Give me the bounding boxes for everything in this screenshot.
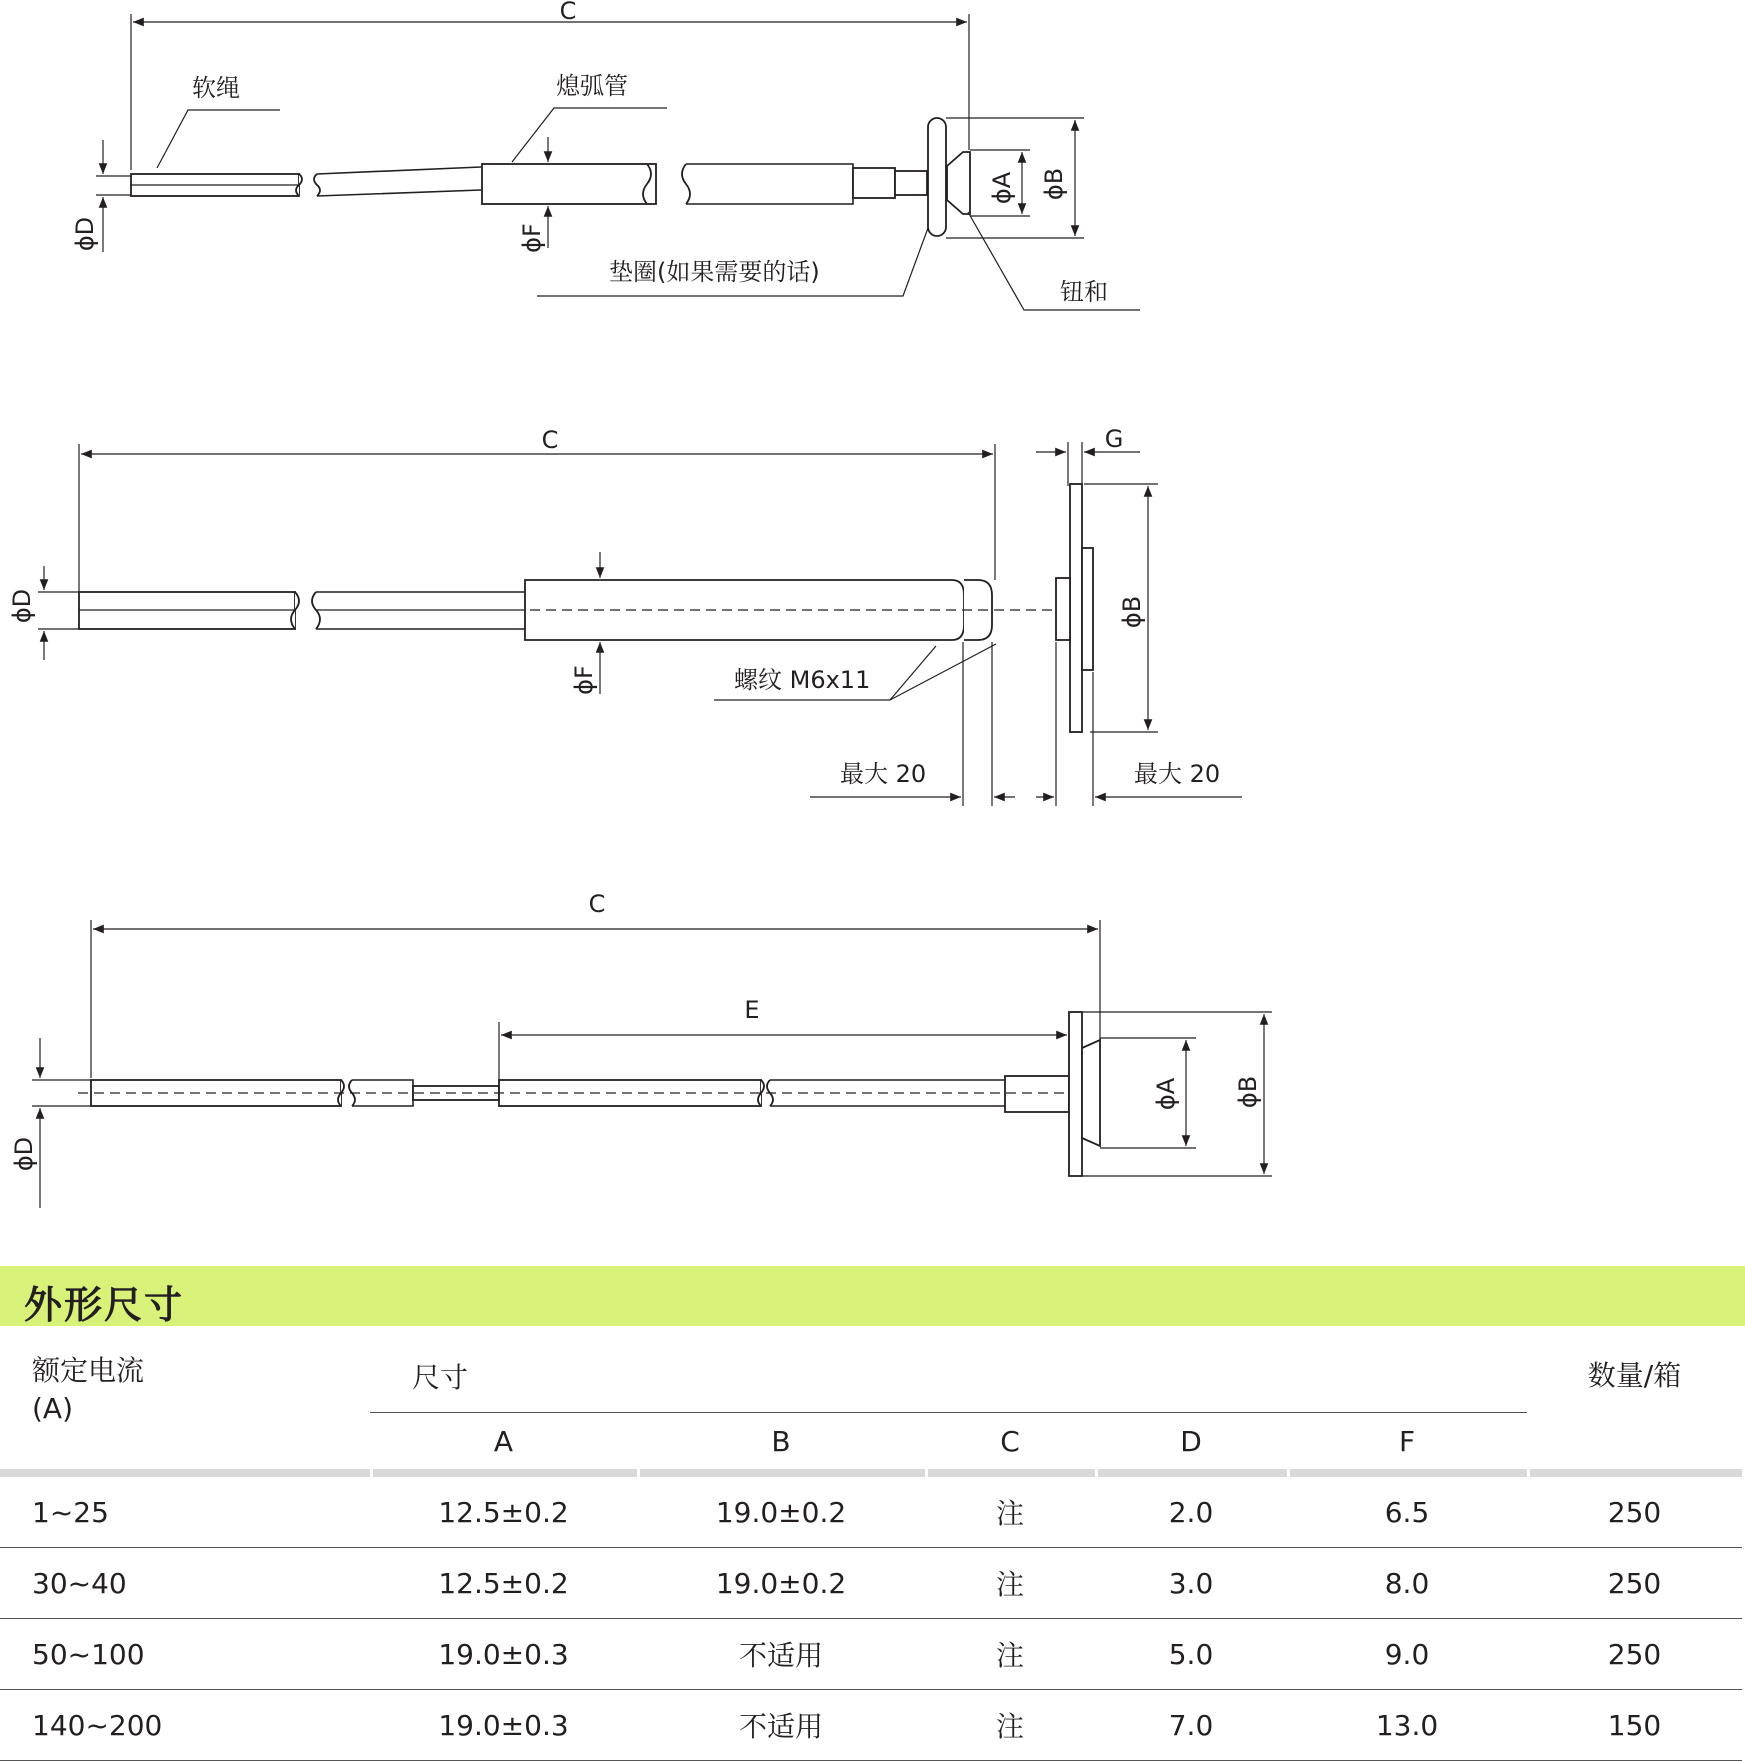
- dim-c-label-2: C: [541, 426, 559, 454]
- dim-f-label-2: ϕF: [570, 665, 598, 695]
- cell-qty: 250: [1527, 1548, 1742, 1619]
- dim-f-label-1: ϕF: [518, 223, 546, 253]
- dim-e-label-3: E: [744, 996, 760, 1024]
- cell-b: 不适用: [637, 1619, 925, 1690]
- end-plate-3: [1069, 1012, 1082, 1176]
- label-flexible-cord: 软绳: [192, 74, 240, 102]
- rated-current-label: 额定电流: [32, 1354, 145, 1387]
- cell-b: 不适用: [637, 1690, 925, 1761]
- label-thread: 螺纹 M6x11: [734, 666, 871, 694]
- dim-g-label-2: G: [1104, 425, 1124, 453]
- cell-current: 1~25: [0, 1477, 370, 1548]
- cell-a: 12.5±0.2: [370, 1477, 637, 1548]
- cell-b: 19.0±0.2: [637, 1548, 925, 1619]
- arc-quenching-tube: [482, 164, 927, 204]
- section-header-band: [0, 1266, 1745, 1326]
- button-head: [947, 152, 970, 214]
- header-dimensions: 尺寸: [370, 1340, 1527, 1413]
- cell-a: 12.5±0.2: [370, 1548, 637, 1619]
- cell-f: 13.0: [1287, 1690, 1527, 1761]
- dim-b-label-3: ϕB: [1234, 1075, 1262, 1109]
- dimensions-table: [0, 1340, 1742, 1761]
- cell-qty: 250: [1527, 1619, 1742, 1690]
- end-plate: [1070, 484, 1082, 732]
- dim-a-label-3: ϕA: [1152, 1077, 1180, 1111]
- label-washer: 垫圈(如果需要的话): [609, 258, 820, 286]
- dim-d-label-1: ϕD: [71, 216, 99, 252]
- cell-a: 19.0±0.3: [370, 1690, 637, 1761]
- fuse-link-drawing-3: [10, 890, 1272, 1208]
- cell-f: 6.5: [1287, 1477, 1527, 1548]
- table-row: [0, 1690, 1742, 1761]
- dim-a-label-1: ϕA: [988, 171, 1016, 205]
- table-row: [0, 1477, 1742, 1548]
- cell-c: 注: [925, 1548, 1095, 1619]
- cell-f: 8.0: [1287, 1548, 1527, 1619]
- label-arc-tube: 熄弧管: [556, 72, 628, 100]
- cell-f: 9.0: [1287, 1619, 1527, 1690]
- dim-b-label-2: ϕB: [1118, 595, 1146, 629]
- cell-b: 19.0±0.2: [637, 1477, 925, 1548]
- label-max-left: 最大 20: [840, 760, 927, 788]
- cell-c: 注: [925, 1619, 1095, 1690]
- rated-current-unit: (A): [32, 1392, 74, 1425]
- label-button: 钮和: [1060, 278, 1108, 306]
- header-rated-current: [0, 1340, 370, 1469]
- column-header-c: C: [1000, 1424, 1020, 1458]
- cell-d: 2.0: [1095, 1477, 1287, 1548]
- column-header-f: F: [1398, 1424, 1416, 1458]
- fuse-link-drawing-2: [8, 425, 1242, 806]
- cell-current: 140~200: [0, 1690, 370, 1761]
- dim-c-label-3: C: [588, 890, 606, 918]
- table-header-row-1: [0, 1340, 1742, 1413]
- cell-d: 3.0: [1095, 1548, 1287, 1619]
- cell-current: 50~100: [0, 1619, 370, 1690]
- dim-d-label-2: ϕD: [8, 588, 36, 624]
- cell-qty: 150: [1527, 1690, 1742, 1761]
- cell-current: 30~40: [0, 1548, 370, 1619]
- column-header-d: D: [1180, 1424, 1202, 1458]
- column-header-a: A: [493, 1424, 514, 1458]
- cell-d: 5.0: [1095, 1619, 1287, 1690]
- washer: [928, 118, 946, 236]
- section-title: 外形尺寸: [24, 1283, 185, 1327]
- cell-d: 7.0: [1095, 1690, 1287, 1761]
- button-head-3: [1082, 1040, 1100, 1146]
- flexible-cord: [131, 167, 481, 196]
- dim-c-label-1: C: [559, 0, 577, 25]
- label-max-right: 最大 20: [1134, 760, 1221, 788]
- cell-c: 注: [925, 1690, 1095, 1761]
- column-header-b: B: [771, 1424, 791, 1458]
- cell-a: 19.0±0.3: [370, 1619, 637, 1690]
- header-qty-per-box: 数量/箱: [1587, 1359, 1682, 1392]
- dim-d-label-3: ϕD: [10, 1136, 38, 1172]
- cell-c: 注: [925, 1477, 1095, 1548]
- table-row: [0, 1548, 1742, 1619]
- header-separator: [0, 1469, 1742, 1477]
- dim-b-label-1: ϕB: [1040, 167, 1068, 201]
- table-row: [0, 1619, 1742, 1690]
- fuse-link-drawing-1: [71, 0, 1140, 310]
- cell-qty: 250: [1527, 1477, 1742, 1548]
